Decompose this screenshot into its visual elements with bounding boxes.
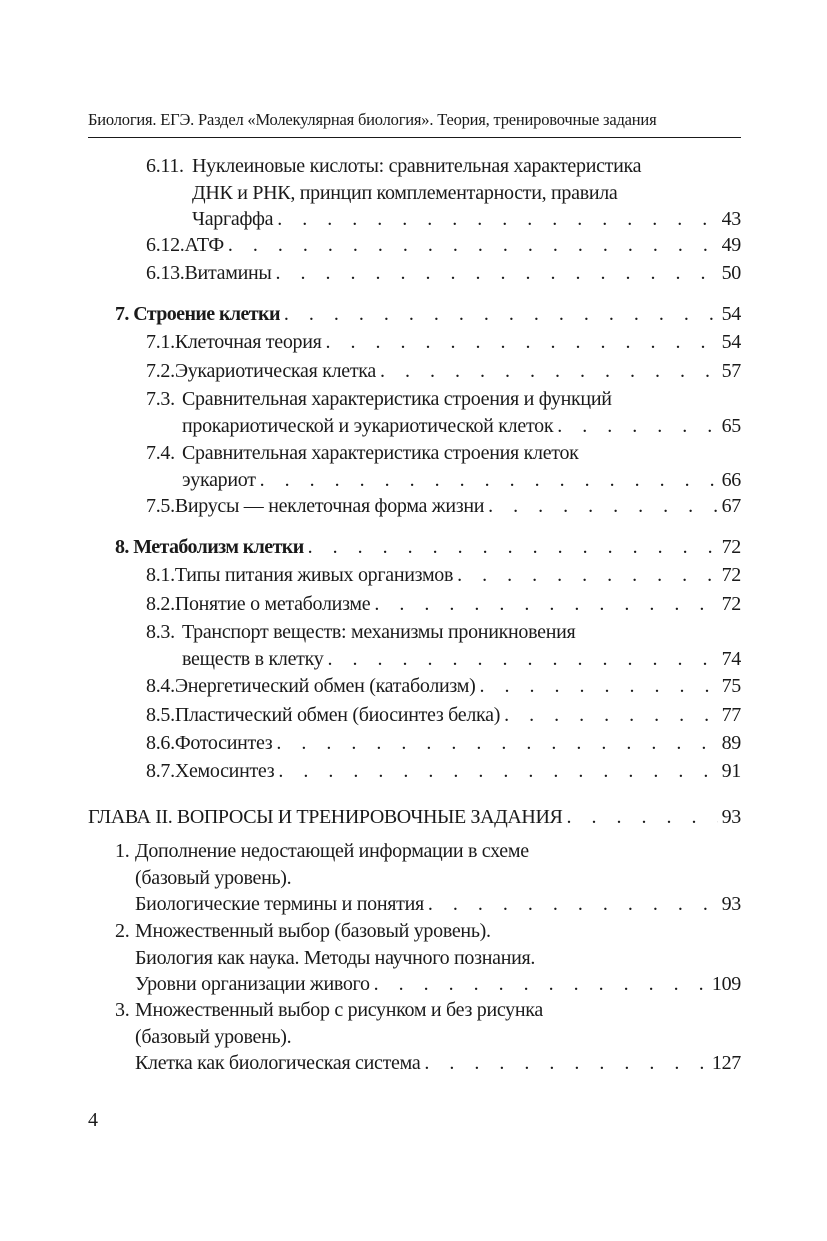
toc-entry-ch2-3[interactable]	[115, 997, 741, 1077]
entry-title-line: Фотосинтез	[174, 732, 273, 754]
entry-number: 6.12.	[146, 234, 185, 256]
toc-entry-ch2-2[interactable]	[115, 918, 741, 998]
toc-entry-8-3[interactable]	[146, 619, 741, 672]
toc-section-7[interactable]	[115, 301, 741, 328]
leader-dots	[278, 758, 717, 785]
entry-title-line: Транспорт веществ: механизмы проникновения	[182, 621, 576, 643]
entry-page: 54	[721, 303, 741, 325]
toc-entry-8-5[interactable]	[146, 702, 741, 729]
entry-number: 8.7.	[146, 760, 175, 782]
leader-dots	[428, 891, 718, 918]
entry-title-line: веществ в клетку	[182, 647, 324, 670]
entry-title-line: ДНК и РНК, принцип комплементарности, правила	[192, 181, 618, 204]
leader-dots	[479, 673, 717, 700]
toc-entry-7-4[interactable]	[146, 440, 741, 493]
entry-title-line: Чаргаффа	[192, 208, 274, 230]
entry-title-line: Уровни организации живого	[135, 973, 370, 995]
entry-title-line: Энергетический обмен (катаболизм)	[174, 675, 476, 697]
entry-title-line: Дополнение недостающей информации в схеме	[135, 840, 529, 862]
entry-page: 74	[721, 647, 741, 670]
entry-number: 3.	[115, 999, 130, 1021]
entry-title-line: Сравнительная характеристика строения клеток	[182, 442, 579, 464]
leader-dots	[228, 232, 718, 259]
entry-page: 72	[721, 536, 741, 558]
leader-dots	[374, 591, 717, 618]
entry-number: 6.11.	[146, 155, 184, 177]
entry-title-line: прокариотической и эукариотической клеток	[182, 414, 554, 437]
entry-title-line: АТФ	[184, 234, 224, 256]
entry-title-line: Клеточная теория	[174, 331, 322, 353]
entry-page: 72	[721, 564, 741, 586]
entry-page: 65	[721, 414, 741, 437]
leader-dots	[374, 971, 708, 998]
header-rule	[88, 137, 741, 138]
section-title: 8. Метаболизм клетки	[115, 536, 304, 558]
section-title: 7. Строение клетки	[115, 303, 280, 325]
toc-entry-6-12[interactable]	[146, 232, 741, 259]
leader-dots	[424, 1050, 707, 1077]
entry-number: 8.4.	[146, 675, 175, 697]
entry-title-line: (базовый уровень).	[135, 866, 292, 889]
toc-entry-8-4[interactable]	[146, 673, 741, 700]
running-header: Биология. ЕГЭ. Раздел «Молекулярная биология». Теория, тренировочные задания	[88, 110, 657, 129]
entry-page: 72	[721, 593, 741, 615]
entry-title-line: Множественный выбор с рисунком и без рисунка	[135, 999, 543, 1021]
entry-number: 8.1.	[146, 564, 175, 586]
entry-number: 7.3.	[146, 388, 175, 410]
leader-dots	[308, 534, 718, 561]
entry-title-line: Вирусы — неклеточная форма жизни	[174, 495, 485, 517]
toc-entry-8-6[interactable]	[146, 730, 741, 757]
leader-dots	[276, 730, 717, 757]
toc-entry-8-7[interactable]	[146, 758, 741, 785]
entry-title-line: Нуклеиновые кислоты: сравнительная характеристика	[192, 155, 642, 177]
leader-dots	[326, 329, 718, 356]
toc-entry-7-3[interactable]	[146, 386, 741, 439]
entry-title-line: (базовый уровень).	[135, 1025, 292, 1048]
entry-title-line: Витамины	[184, 262, 272, 284]
entry-page: 49	[721, 234, 741, 256]
leader-dots	[284, 301, 718, 328]
entry-page: 77	[721, 704, 741, 726]
entry-page: 50	[721, 262, 741, 284]
leader-dots	[557, 413, 717, 440]
entry-page: 109	[711, 973, 741, 995]
entry-number: 7.1.	[146, 331, 175, 353]
entry-number: 8.5.	[146, 704, 175, 726]
toc-entry-7-1[interactable]	[146, 329, 741, 356]
entry-title-line: Биологические термины и понятия	[135, 893, 424, 915]
entry-page: 127	[711, 1052, 741, 1074]
toc-entry-6-13[interactable]	[146, 260, 741, 287]
entry-title-line: Типы питания живых организмов	[174, 564, 454, 586]
leader-dots	[260, 467, 718, 494]
leader-dots	[504, 702, 718, 729]
entry-page: 66	[721, 468, 741, 491]
entry-title-line: Биология как наука. Методы научного познания.	[135, 946, 536, 969]
leader-dots	[327, 646, 717, 673]
leader-dots	[566, 804, 717, 831]
toc-entry-7-5[interactable]	[146, 493, 741, 520]
entry-number: 6.13.	[146, 262, 185, 284]
toc-section-8[interactable]	[115, 534, 741, 561]
toc-entry-6-11[interactable]	[146, 153, 741, 233]
entry-title-line: Множественный выбор (базовый уровень).	[135, 920, 491, 942]
entry-page: 54	[721, 331, 741, 353]
entry-number: 8.2.	[146, 593, 175, 615]
entry-title-line: Понятие о метаболизме	[174, 593, 371, 615]
entry-number: 7.5.	[146, 495, 175, 517]
leader-dots	[488, 493, 717, 520]
leader-dots	[380, 358, 718, 385]
entry-title-line: Эукариотическая клетка	[174, 360, 376, 382]
toc-chapter-2[interactable]	[88, 804, 741, 831]
chapter-title: ГЛАВА II. ВОПРОСЫ И ТРЕНИРОВОЧНЫЕ ЗАДАНИЯ	[88, 806, 563, 828]
entry-number: 8.3.	[146, 621, 175, 643]
entry-title-line: Хемосинтез	[174, 760, 275, 782]
toc-entry-8-1[interactable]	[146, 562, 741, 589]
entry-title-line: Пластический обмен (биосинтез белка)	[174, 704, 501, 726]
leader-dots	[277, 206, 717, 233]
entry-number: 7.2.	[146, 360, 175, 382]
entry-title-line: Клетка как биологическая система	[135, 1052, 421, 1074]
entry-number: 7.4.	[146, 442, 175, 464]
page-number: 4	[88, 1109, 98, 1131]
toc-entry-8-2[interactable]	[146, 591, 741, 618]
entry-page: 89	[721, 732, 741, 754]
entry-page: 93	[721, 893, 741, 915]
entry-page: 91	[721, 760, 741, 782]
entry-number: 1.	[115, 840, 130, 862]
entry-page: 57	[721, 360, 741, 382]
entry-number: 8.6.	[146, 732, 175, 754]
entry-page: 67	[721, 495, 741, 517]
entry-number: 2.	[115, 920, 130, 942]
entry-page: 93	[721, 806, 741, 828]
entry-title-line: эукариот	[182, 468, 256, 491]
entry-page: 43	[721, 208, 741, 230]
leader-dots	[276, 260, 718, 287]
entry-page: 75	[721, 675, 741, 697]
toc-entry-ch2-1[interactable]	[115, 838, 741, 918]
leader-dots	[457, 562, 717, 589]
toc-entry-7-2[interactable]	[146, 358, 741, 385]
entry-title-line: Сравнительная характеристика строения и функций	[182, 388, 612, 410]
